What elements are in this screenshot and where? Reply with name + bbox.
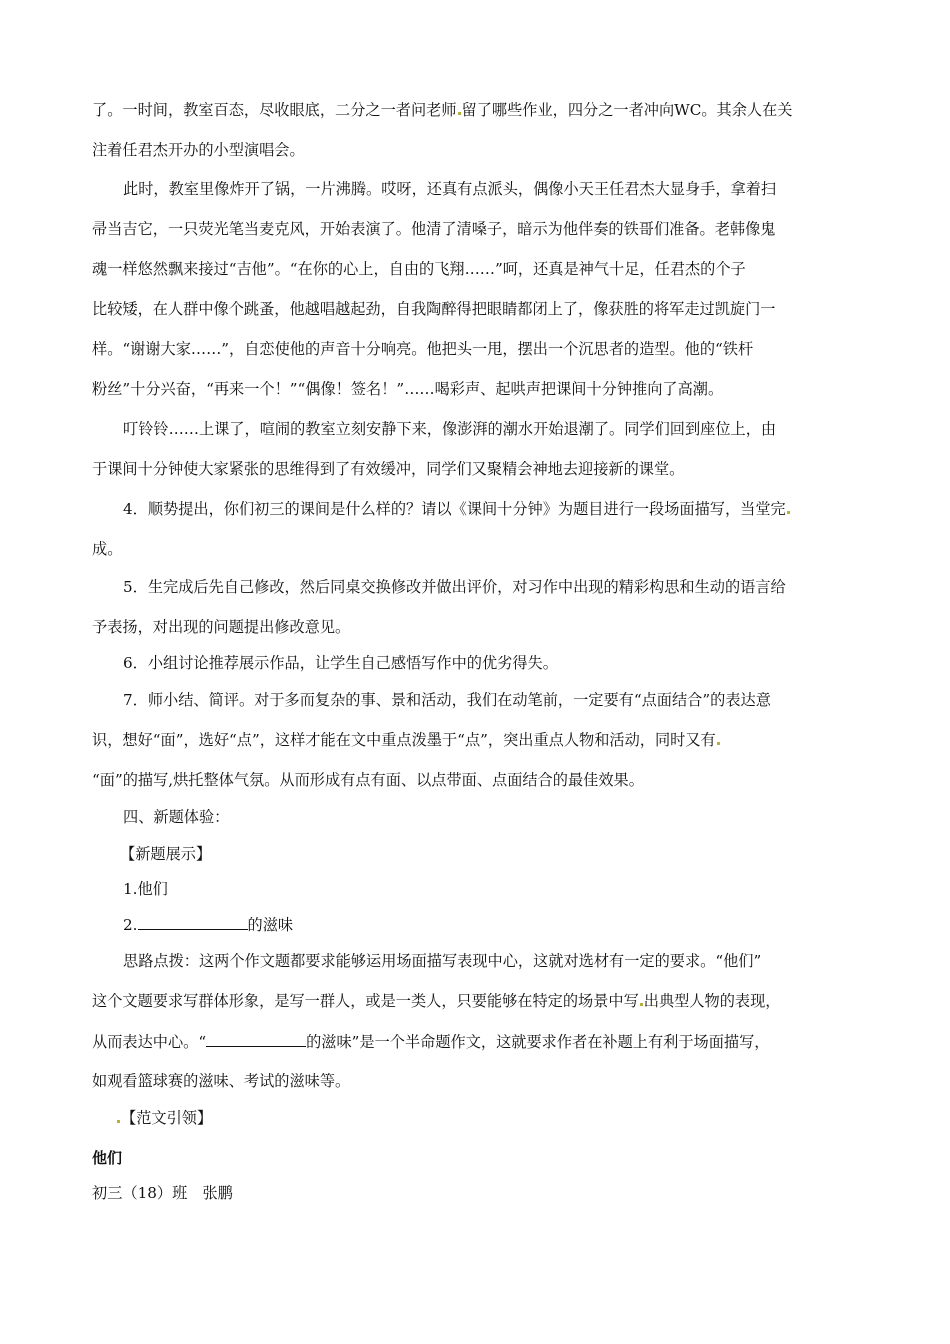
- text-line: 如观看篮球赛的滋味、考试的滋味等。: [92, 1072, 351, 1090]
- paragraph: [92, 101, 862, 159]
- text-line: 【范文引领】: [92, 1109, 862, 1127]
- mark-dot: [787, 511, 790, 514]
- text-line: 粉丝”十分兴奋，“再来一个！”“偶像！签名！”……喝彩声、起哄声把课间十分钟推向了高潮。: [92, 380, 724, 398]
- mark-dot: [640, 1003, 643, 1006]
- paragraph: [92, 500, 862, 558]
- mark-dot: [717, 742, 720, 745]
- subsection-heading: [92, 845, 862, 863]
- paragraph: [92, 952, 862, 1090]
- subsection-heading: [92, 1109, 862, 1127]
- text-line: 叮铃铃……上课了，喧闹的教室立刻安静下来，像澎湃的潮水开始退潮了。同学们回到座位上，由: [123, 420, 777, 438]
- text-line: 于课间十分钟使大家紧张的思维得到了有效缓冲，同学们又聚精会神地去迎接新的课堂。: [92, 460, 685, 478]
- paragraph: [92, 578, 862, 636]
- mark-dot: [117, 1120, 120, 1123]
- text-line: 7．师小结、简评。对于多而复杂的事、景和活动，我们在动笔前，一定要有“点面结合”的表达意: [123, 691, 771, 709]
- text-line: 5．生完成后先自己修改，然后同桌交换修改并做出评价，对习作中出现的精彩构思和生动的语言给: [123, 578, 786, 596]
- text-line: 四、新题体验：: [123, 808, 230, 826]
- text-line: 比较矮，在人群中像个跳蚤，他越唱越起劲，自我陶醉得把眼睛都闭上了，像获胜的将军走过凯旋门一: [92, 300, 776, 318]
- section-heading: [92, 808, 862, 826]
- mark-dot: [458, 112, 461, 115]
- text-line: 识，想好“面”，选好“点”，这样才能在文中重点泼墨于“点”，突出重点人物和活动，同时又有: [92, 731, 862, 749]
- text-line: 魂一样悠然飘来接过“吉他”。“在你的心上，自由的飞翔……”呵，还真是神气十足，任君杰的个子: [92, 260, 746, 278]
- paragraph: [92, 691, 862, 789]
- text-line: 帚当吉它，一只荧光笔当麦克风，开始表演了。他清了清嗓子，暗示为他伴奏的铁哥们准备。老韩像鬼: [92, 220, 776, 238]
- text-line: 6．小组讨论推荐展示作品，让学生自己感悟写作中的优劣得失。: [123, 654, 558, 672]
- text-line: 成。: [92, 540, 123, 558]
- topic-item-2: [92, 915, 862, 933]
- text-line: 样。“谢谢大家……”，自恋使他的声音十分响亮。他把头一甩，摆出一个沉思者的造型。他的“铁杆: [92, 340, 754, 358]
- paragraph: [92, 654, 862, 672]
- paragraph: [92, 420, 862, 478]
- text-line: 注着任君杰开办的小型演唱会。: [92, 141, 305, 159]
- text-line: 从而表达中心。“ 的滋味”是一个半命题作文，这就要求作者在补题上有利于场面描写，: [92, 1033, 770, 1051]
- topic-item-1: [92, 880, 862, 898]
- author-line: 初三（18）班 张鹏: [92, 1184, 233, 1202]
- fill-blank: [138, 915, 248, 930]
- essay-title: 他们: [92, 1149, 123, 1167]
- text-line: 1.他们: [123, 880, 168, 898]
- text-line: 【新题展示】: [120, 845, 212, 863]
- text-line: 4．顺势提出，你们初三的课间是什么样的？请以《课间十分钟》为题目进行一段场面描写，当堂完: [92, 500, 862, 518]
- text-line: 予表扬，对出现的问题提出修改意见。: [92, 618, 351, 636]
- fill-blank: [206, 1032, 306, 1047]
- paragraph: [92, 180, 862, 398]
- text-line: 这个文题要求写群体形象，是写一群人，或是一类人，只要能够在特定的场景中写 出典型人物的表现，: [92, 992, 781, 1010]
- text-line: 了。一时间，教室百态，尽收眼底，二分之一者问老师 留了哪些作业，四分之一者冲向WC。其余人在关: [92, 101, 793, 119]
- text-line: 2. 的滋味: [123, 916, 294, 934]
- text-line: “面”的描写,烘托整体气氛。从而形成有点有面、以点带面、点面结合的最佳效果。: [92, 771, 644, 789]
- text-line: 此时，教室里像炸开了锅，一片沸腾。哎呀，还真有点派头，偶像小天王任君杰大显身手，拿着扫: [123, 180, 777, 198]
- text-line: 思路点拨：这两个作文题都要求能够运用场面描写表现中心，这就对选材有一定的要求。“他们”: [123, 952, 762, 970]
